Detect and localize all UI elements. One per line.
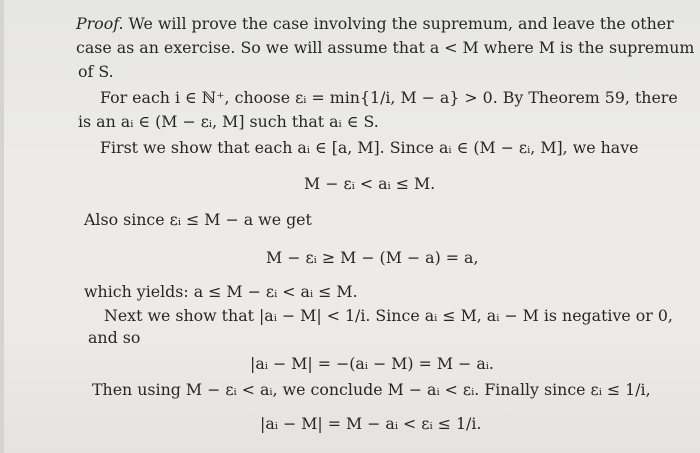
display-equation-3: |aᵢ − M| = −(aᵢ − M) = M − aᵢ. [250, 354, 494, 373]
proof-line-1 [76, 14, 674, 34]
proof-line-6: First we show that each aᵢ ∈ [a, M]. Since aᵢ ∈ (M − εᵢ, M], we have [100, 138, 639, 157]
proof-line-10: which yields: a ≤ M − εᵢ < aᵢ ≤ M. [84, 282, 358, 301]
proof-label: Proof. [76, 14, 124, 33]
proof-line-3: of S. [78, 62, 114, 81]
proof-line-5: is an aᵢ ∈ (M − εᵢ, M] such that aᵢ ∈ S. [78, 112, 379, 131]
proof-line-14: Then using M − εᵢ < aᵢ, we conclude M − aᵢ < εᵢ. Finally since εᵢ ≤ 1/i, [92, 380, 651, 399]
proof-line-11: Next we show that |aᵢ − M| < 1/i. Since aᵢ ≤ M, aᵢ − M is negative or 0, [104, 306, 673, 325]
proof-line-12: and so [88, 328, 141, 347]
proof-line-2: case as an exercise. So we will assume that a < M where M is the supremum [76, 38, 695, 57]
proof-line-8: Also since εᵢ ≤ M − a we get [84, 210, 312, 229]
proof-line-4: For each i ∈ ℕ⁺, choose εᵢ = min{1/i, M − a} > 0. By Theorem 59, there [100, 88, 678, 107]
proof-line-1-text: We will prove the case involving the supremum, and leave the other [123, 14, 674, 33]
display-equation-1: M − εᵢ < aᵢ ≤ M. [304, 174, 436, 193]
display-equation-2: M − εᵢ ≥ M − (M − a) = a, [266, 248, 479, 267]
display-equation-4: |aᵢ − M| = M − aᵢ < εᵢ ≤ 1/i. [260, 414, 482, 433]
